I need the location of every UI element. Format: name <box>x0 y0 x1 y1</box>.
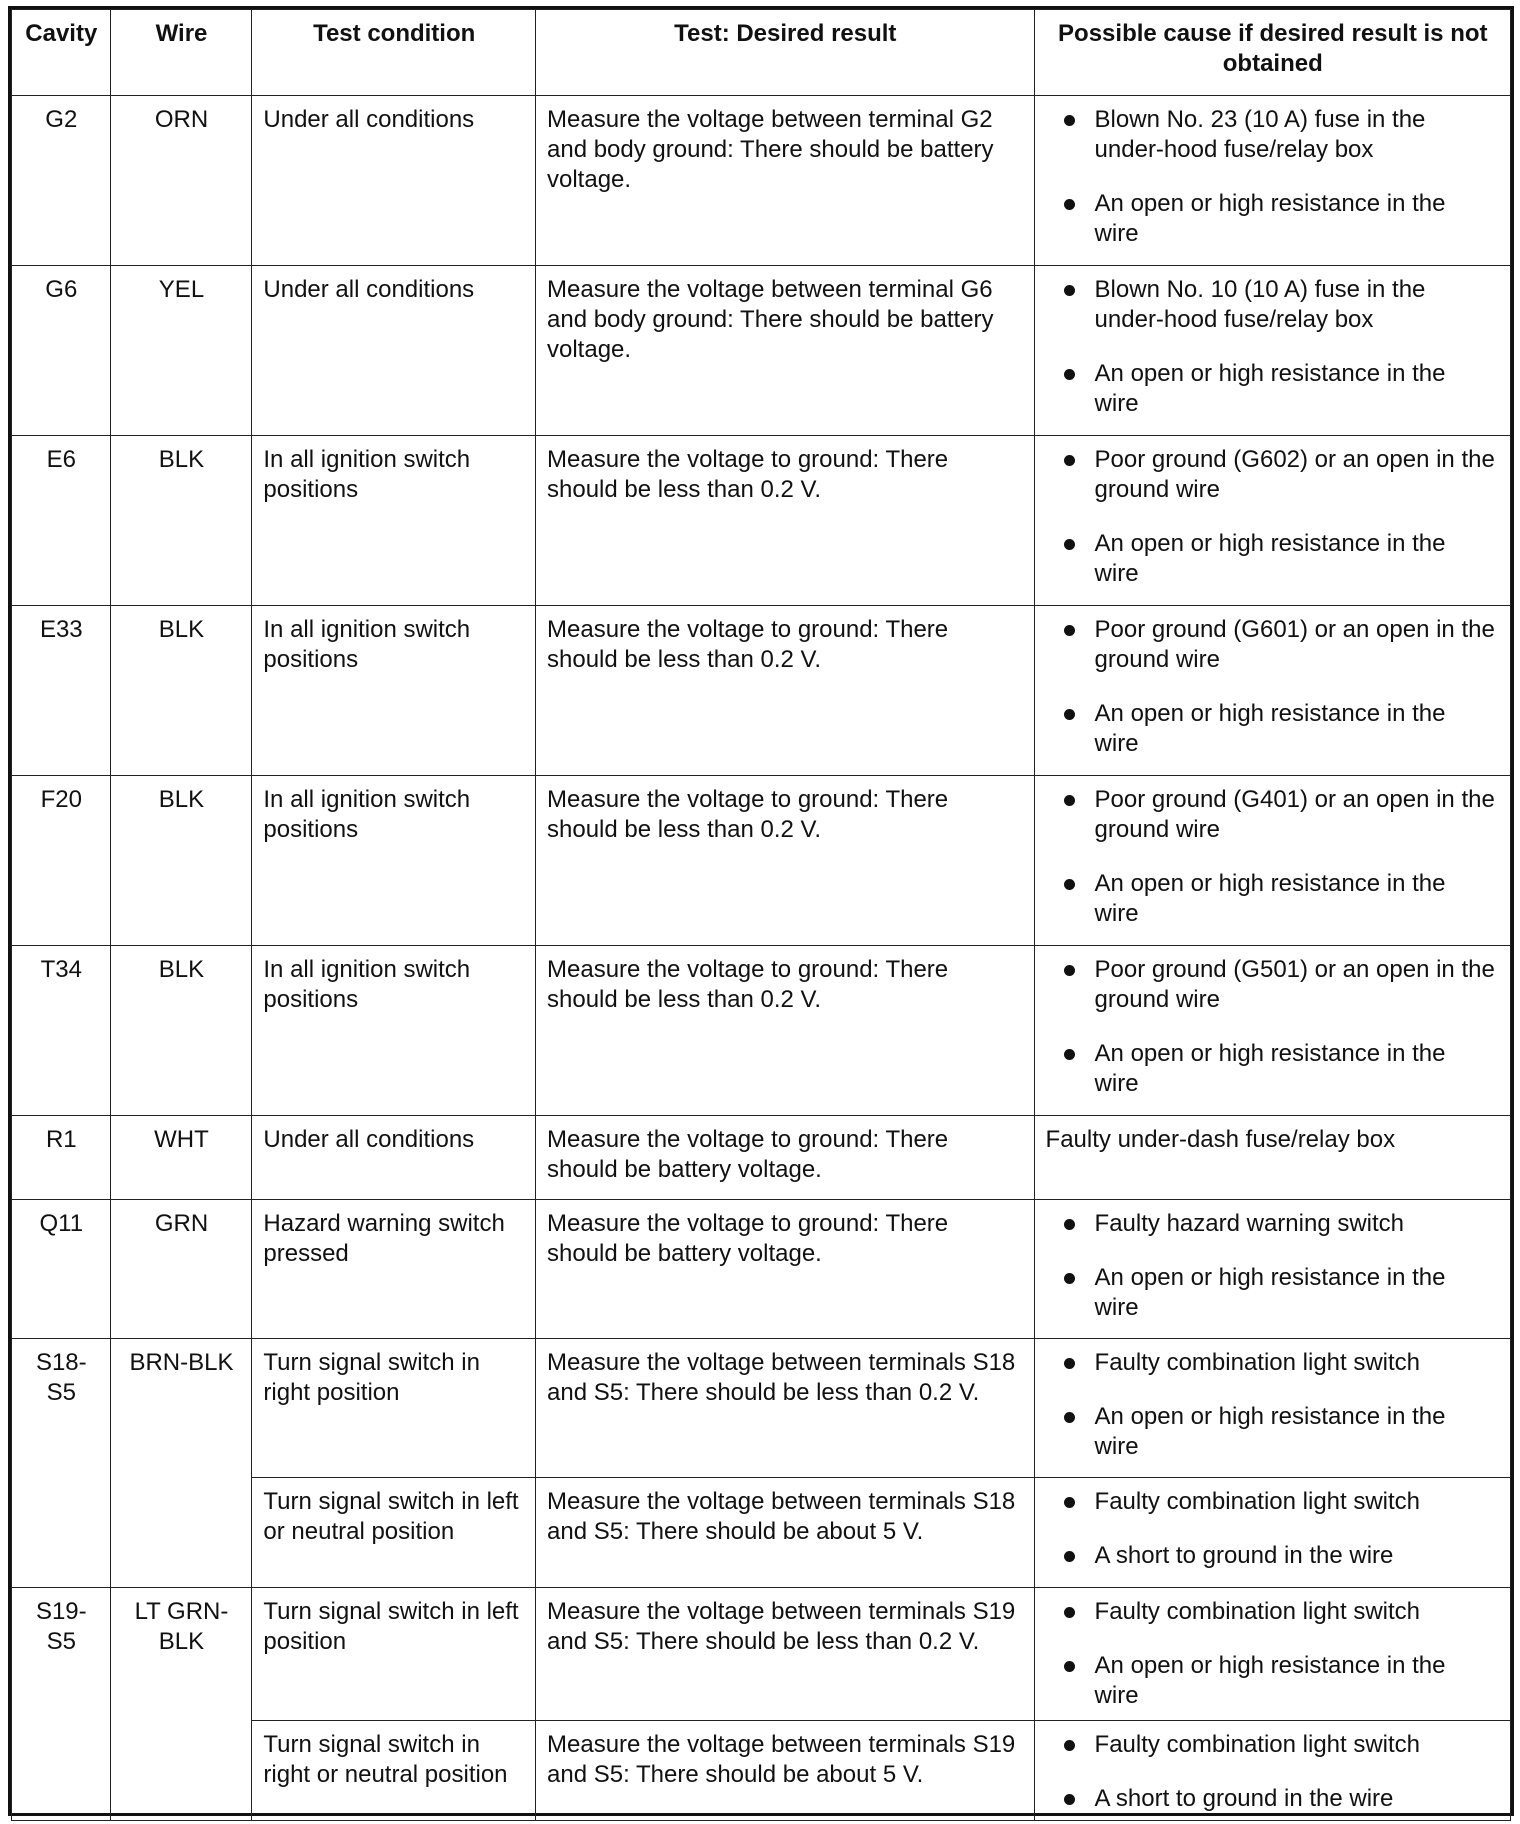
bullet-icon <box>1064 369 1075 380</box>
bullet-icon <box>1064 709 1075 720</box>
condition-cell: Under all conditions <box>252 96 536 266</box>
cause-cell <box>1034 606 1510 776</box>
bullet-icon <box>1064 1049 1075 1060</box>
wire-cell: BLK <box>110 436 252 606</box>
cavity-cell: G2 <box>12 96 111 266</box>
cavity-cell: F20 <box>12 776 111 946</box>
result-cell: Measure the voltage between terminals S18 and S5: There should be about 5 V. <box>536 1478 1035 1588</box>
bullet-icon <box>1064 795 1075 806</box>
wire-cell: WHT <box>110 1116 252 1200</box>
result-cell: Measure the voltage between terminals S19 and S5: There should be less than 0.2 V. <box>536 1588 1035 1721</box>
bullet-icon <box>1064 1607 1075 1618</box>
result-cell: Measure the voltage to ground: There should be less than 0.2 V. <box>536 436 1035 606</box>
header-desired-result: Test: Desired result <box>536 10 1035 96</box>
bullet-icon <box>1064 1740 1075 1751</box>
condition-cell: Under all conditions <box>252 1116 536 1200</box>
header-test-condition: Test condition <box>252 10 536 96</box>
cause-cell <box>1034 1339 1510 1478</box>
wire-cell: LT GRN-BLK <box>110 1588 252 1821</box>
cause-cell <box>1034 1721 1510 1821</box>
cause-item: An open or high resistance in the wire <box>1053 1263 1496 1323</box>
cause-cell <box>1034 436 1510 606</box>
table-row <box>12 436 1511 606</box>
wire-cell: ORN <box>110 96 252 266</box>
cause-item: An open or high resistance in the wire <box>1053 869 1496 929</box>
wire-cell: BLK <box>110 776 252 946</box>
cause-item: An open or high resistance in the wire <box>1053 359 1496 419</box>
bullet-icon <box>1064 539 1075 550</box>
result-cell: Measure the voltage to ground: There should be battery voltage. <box>536 1116 1035 1200</box>
result-cell: Measure the voltage to ground: There should be less than 0.2 V. <box>536 776 1035 946</box>
header-wire: Wire <box>110 10 252 96</box>
cause-item: A short to ground in the wire <box>1053 1784 1496 1814</box>
condition-cell: In all ignition switch positions <box>252 946 536 1116</box>
cavity-cell: R1 <box>12 1116 111 1200</box>
header-row <box>12 10 1511 96</box>
header-possible-cause: Possible cause if desired result is not obtained <box>1034 10 1510 96</box>
bullet-icon <box>1064 625 1075 636</box>
cause-cell <box>1034 1200 1510 1339</box>
cavity-cell: G6 <box>12 266 111 436</box>
bullet-icon <box>1064 1497 1075 1508</box>
terminal-test-table <box>11 9 1511 1821</box>
cause-cell <box>1034 1588 1510 1721</box>
cause-item: Poor ground (G601) or an open in the ground wire <box>1053 615 1496 675</box>
result-cell: Measure the voltage between terminal G6 and body ground: There should be battery voltage. <box>536 266 1035 436</box>
header-cavity: Cavity <box>12 10 111 96</box>
cause-cell <box>1034 266 1510 436</box>
condition-cell: In all ignition switch positions <box>252 776 536 946</box>
bullet-icon <box>1064 879 1075 890</box>
condition-cell: Turn signal switch in right or neutral position <box>252 1721 536 1821</box>
bullet-icon <box>1064 1661 1075 1672</box>
cavity-cell: Q11 <box>12 1200 111 1339</box>
cause-item: Faulty combination light switch <box>1053 1730 1496 1760</box>
cause-item: An open or high resistance in the wire <box>1053 529 1496 589</box>
cause-item: A short to ground in the wire <box>1053 1541 1496 1571</box>
condition-cell: In all ignition switch positions <box>252 606 536 776</box>
cause-item: Faulty combination light switch <box>1053 1487 1496 1517</box>
bullet-icon <box>1064 1358 1075 1369</box>
bullet-icon <box>1064 115 1075 126</box>
result-cell: Measure the voltage to ground: There should be less than 0.2 V. <box>536 606 1035 776</box>
cavity-cell: E33 <box>12 606 111 776</box>
cause-item: Faulty combination light switch <box>1053 1597 1496 1627</box>
result-cell: Measure the voltage between terminals S18 and S5: There should be less than 0.2 V. <box>536 1339 1035 1478</box>
table-row <box>12 96 1511 266</box>
cause-item: Faulty combination light switch <box>1053 1348 1496 1378</box>
condition-cell: Turn signal switch in left or neutral position <box>252 1478 536 1588</box>
test-table-document <box>8 6 1514 1816</box>
bullet-icon <box>1064 285 1075 296</box>
cause-item: An open or high resistance in the wire <box>1053 1651 1496 1711</box>
bullet-icon <box>1064 199 1075 210</box>
cause-cell <box>1034 96 1510 266</box>
cause-cell <box>1034 946 1510 1116</box>
result-cell: Measure the voltage to ground: There should be less than 0.2 V. <box>536 946 1035 1116</box>
condition-cell: Under all conditions <box>252 266 536 436</box>
bullet-icon <box>1064 1273 1075 1284</box>
table-row <box>12 606 1511 776</box>
cause-item: An open or high resistance in the wire <box>1053 1402 1496 1462</box>
cause-item: Blown No. 23 (10 A) fuse in the under-hood fuse/relay box <box>1053 105 1496 165</box>
cause-item: Poor ground (G602) or an open in the ground wire <box>1053 445 1496 505</box>
result-cell: Measure the voltage between terminals S19 and S5: There should be about 5 V. <box>536 1721 1035 1821</box>
cause-item: An open or high resistance in the wire <box>1053 699 1496 759</box>
wire-cell: BLK <box>110 946 252 1116</box>
bullet-icon <box>1064 1412 1075 1423</box>
cause-item: Poor ground (G501) or an open in the ground wire <box>1053 955 1496 1015</box>
condition-cell: Hazard warning switch pressed <box>252 1200 536 1339</box>
table-row <box>12 776 1511 946</box>
cause-item: Blown No. 10 (10 A) fuse in the under-hood fuse/relay box <box>1053 275 1496 335</box>
cause-item: An open or high resistance in the wire <box>1053 189 1496 249</box>
cavity-cell: T34 <box>12 946 111 1116</box>
cause-cell <box>1034 1478 1510 1588</box>
table-row <box>12 1116 1511 1200</box>
bullet-icon <box>1064 1219 1075 1230</box>
bullet-icon <box>1064 965 1075 976</box>
bullet-icon <box>1064 1551 1075 1562</box>
condition-cell: Turn signal switch in left position <box>252 1588 536 1721</box>
bullet-icon <box>1064 455 1075 466</box>
wire-cell: BRN-BLK <box>110 1339 252 1588</box>
condition-cell: Turn signal switch in right position <box>252 1339 536 1478</box>
wire-cell: BLK <box>110 606 252 776</box>
bullet-icon <box>1064 1794 1075 1805</box>
table-row <box>12 1339 1511 1478</box>
table-row <box>12 946 1511 1116</box>
cavity-cell: S18-S5 <box>12 1339 111 1588</box>
condition-cell: In all ignition switch positions <box>252 436 536 606</box>
cavity-cell: S19-S5 <box>12 1588 111 1821</box>
wire-cell: GRN <box>110 1200 252 1339</box>
cause-item: Poor ground (G401) or an open in the ground wire <box>1053 785 1496 845</box>
cause-item: Faulty hazard warning switch <box>1053 1209 1496 1239</box>
cause-cell <box>1034 776 1510 946</box>
table-row <box>12 1588 1511 1721</box>
cause-cell: Faulty under-dash fuse/relay box <box>1034 1116 1510 1200</box>
wire-cell: YEL <box>110 266 252 436</box>
result-cell: Measure the voltage to ground: There should be battery voltage. <box>536 1200 1035 1339</box>
table-row <box>12 1200 1511 1339</box>
cause-item: An open or high resistance in the wire <box>1053 1039 1496 1099</box>
cavity-cell: E6 <box>12 436 111 606</box>
table-row <box>12 266 1511 436</box>
result-cell: Measure the voltage between terminal G2 and body ground: There should be battery voltage. <box>536 96 1035 266</box>
